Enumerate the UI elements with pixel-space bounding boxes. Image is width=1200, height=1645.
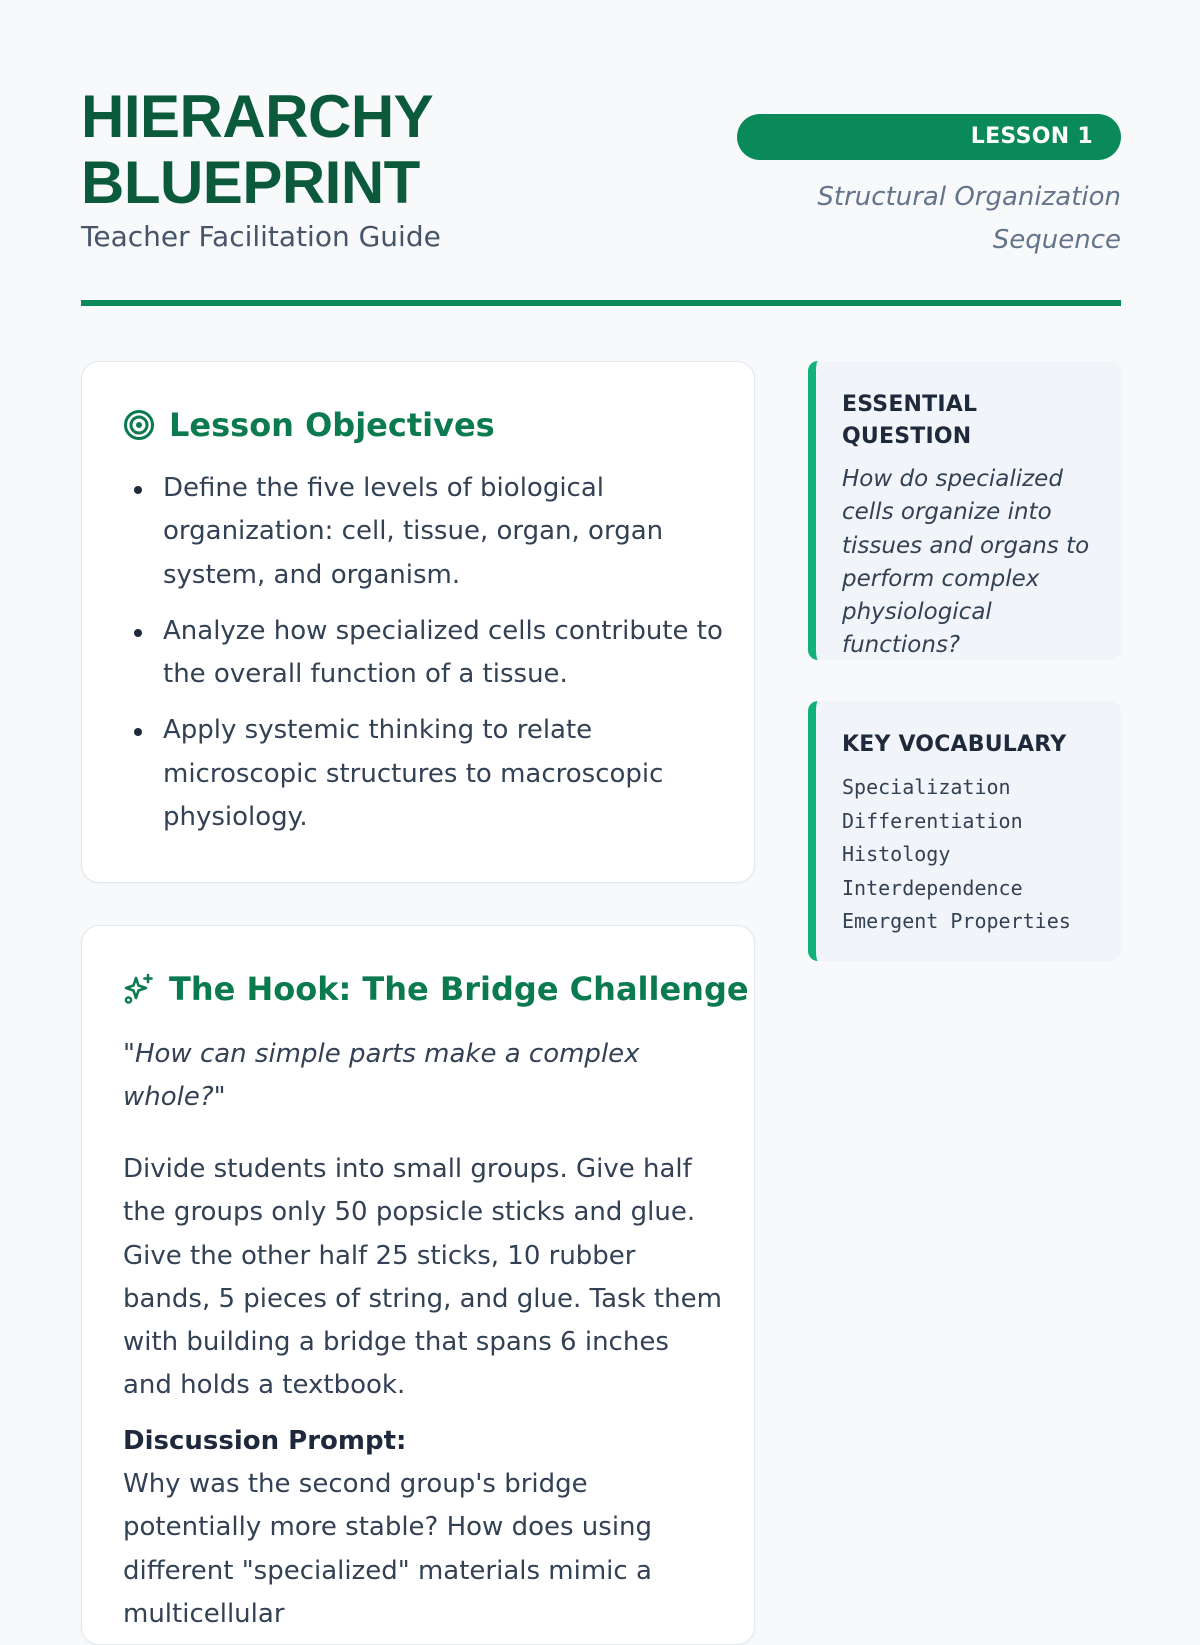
essential-question-box — [808, 361, 1121, 660]
page-title-line-2: BLUEPRINT — [81, 149, 420, 216]
sequence-line-2: Sequence — [992, 225, 1121, 255]
hook-card — [81, 925, 755, 1645]
essential-question-text: How do specialized cells organize into tissues and organs to perform complex physiological functions? — [842, 466, 1090, 659]
target-icon — [123, 409, 155, 441]
hook-instructions: Divide students into small groups. Give half the groups only 50 popsicle sticks and glue. Give the other half 25 sticks, 10 rubber bands, 5 pieces of string, and glue. Task them with building a bridge that spans 6 inches and holds a textbook. — [123, 1154, 722, 1401]
discussion-prompt-label: Discussion Prompt: — [123, 1426, 407, 1456]
discussion-prompt-text: Why was the second group's bridge potentially more stable? How does using different "specialized" materials mimic a multicellular — [123, 1469, 653, 1629]
objective-item: Apply systemic thinking to relate microscopic structures to macroscopic physiology. — [123, 709, 723, 839]
hook-heading-label: The Hook: The Bridge Challenge — [169, 970, 749, 1008]
objectives-heading-label: Lesson Objectives — [169, 406, 495, 444]
sequence-label — [801, 176, 1121, 262]
objective-item: Define the five levels of biological organization: cell, tissue, organ, organ system, and organism. — [123, 467, 723, 597]
objectives-list — [123, 467, 723, 852]
page-subtitle: Teacher Facilitation Guide — [81, 220, 441, 253]
objectives-heading — [123, 406, 495, 444]
vocabulary-term: Differentiation — [842, 808, 1023, 833]
hook-quote: "How can simple parts make a complex whole?" — [123, 1039, 640, 1113]
vocabulary-term: Specialization — [842, 775, 1011, 799]
sparkles-icon — [123, 973, 155, 1005]
sequence-line-1: Structural Organization — [817, 182, 1121, 212]
page-title — [81, 84, 601, 216]
essential-question-heading: ESSENTIAL QUESTION — [842, 392, 978, 449]
vocabulary-term: Histology — [842, 842, 951, 866]
key-vocabulary-box — [808, 701, 1121, 961]
vocabulary-term: Emergent Properties — [842, 909, 1071, 933]
objectives-card — [81, 361, 755, 883]
vocabulary-term: Interdependence — [842, 875, 1023, 900]
objective-item: Analyze how specialized cells contribute to the overall function of a tissue. — [123, 610, 723, 697]
hook-heading — [123, 970, 749, 1008]
page-header — [81, 84, 1121, 304]
key-vocabulary-heading: KEY VOCABULARY — [842, 732, 1067, 757]
header-divider — [81, 300, 1121, 306]
lesson-badge: LESSON 1 — [737, 114, 1121, 160]
page-title-line-1: HIERARCHY — [81, 83, 434, 150]
vocabulary-list — [842, 771, 1101, 939]
